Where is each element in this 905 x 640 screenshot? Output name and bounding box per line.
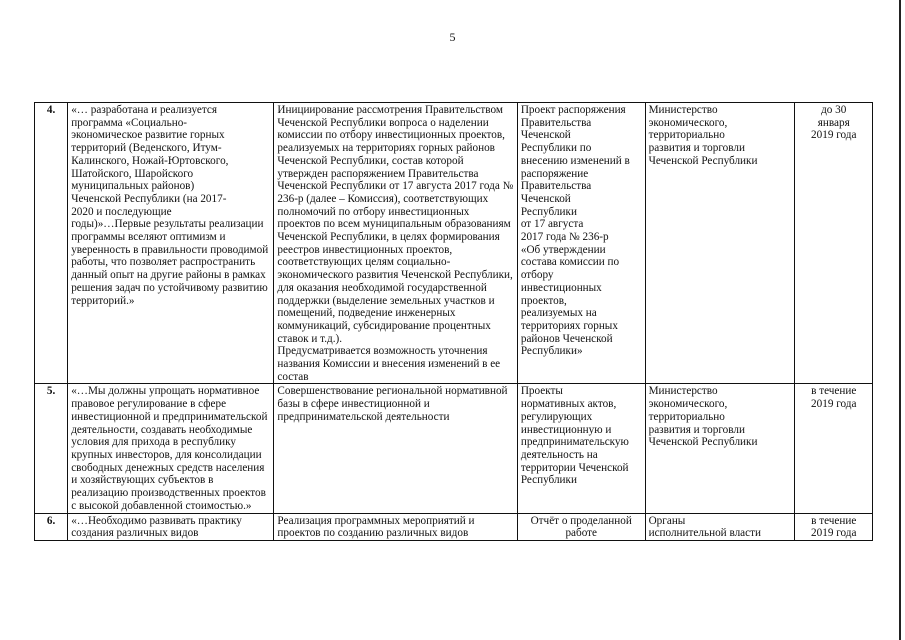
row-number: 6.	[35, 513, 68, 540]
message-quote-cell: «…Необходимо развивать практику создания различных видов	[68, 513, 274, 540]
page-number: 5	[449, 30, 456, 44]
responsible-cell: Органы исполнительной власти	[645, 513, 795, 540]
page-edge-line	[899, 0, 901, 640]
deadline-cell: в течение 2019 года	[795, 513, 873, 540]
measure-cell: Совершенствование региональной нормативной базы в сфере инвестиционной и предпринимательской деятельности	[274, 384, 517, 513]
message-quote-cell: «…Мы должны упрощать нормативное правовое регулирование в сфере инвестиционной и предпринимательской деятельности, создавать необходимые условия для прихода в республику крупных инвесторов, для консолидации свободных денежных средств населения и хозяйствующих субъектов в реализацию производственных проектов с высокой добавленной стоимостью.»	[68, 384, 274, 513]
responsible-cell: Министерство экономического, территориально развития и торговли Чеченской Республики	[645, 384, 795, 513]
row-number: 4.	[35, 103, 68, 384]
table-row	[35, 103, 873, 384]
row-number: 5.	[35, 384, 68, 513]
deadline-cell: до 30 января 2019 года	[795, 103, 873, 384]
responsible-cell: Министерство экономического, территориально развития и торговли Чеченской Республики	[645, 103, 795, 384]
measures-table	[34, 102, 873, 541]
table-row	[35, 513, 873, 540]
document-cell: Проект распоряжения Правительства Чеченской Республики по внесению изменений в распоряжение Правительства Чеченской Республики от 17 августа 2017 года № 236-р «Об утверждении состава комиссии по отбору инвестиционных проектов, реализуемых на территориях горных районов Чеченской Республики»	[517, 103, 645, 384]
document-cell: Отчёт о проделанной работе	[517, 513, 645, 540]
message-quote-cell: «… разработана и реализуется программа «Социально- экономическое развитие горных территорий (Веденского, Итум- Калинского, Ножай-Юртовского, Шатойского, Шаройского муниципальных районов) Чеченской Республики (на 2017- 2020 и последующие годы)»…Первые результаты реализации программы вселяют оптимизм и уверенность в правильности проводимой работы, что позволяет распространить данный опыт на другие районы в рамках решения задач по устойчивому развитию территорий.»	[68, 103, 274, 384]
document-cell: Проекты нормативных актов, регулирующих инвестиционную и предпринимательскую деятельность на территории Чеченской Республики	[517, 384, 645, 513]
measure-cell: Инициирование рассмотрения Правительством Чеченской Республики вопроса о наделении комиссии по отбору инвестиционных проектов, реализуемых на территориях горных районов Чеченской Республики, состав которой утвержден распоряжением Правительства Чеченской Республики от 17 августа 2017 года № 236-р (далее – Комиссия), соответствующих полномочий по отбору инвестиционных проектов по всем муниципальным образованиям Чеченской Республики, в целях формирования реестров инвестиционных проектов, соответствующих целям социально-экономического развития Чеченской Республики, для оказания необходимой государственной поддержки (выделение земельных участков и помещений, подведение инженерных коммуникаций, субсидирование процентных ставок и т.д.). Предусматривается возможность уточнения названия Комиссии и внесения изменений в ее состав	[274, 103, 517, 384]
deadline-cell: в течение 2019 года	[795, 384, 873, 513]
measure-cell: Реализация программных мероприятий и проектов по созданию различных видов	[274, 513, 517, 540]
table-row	[35, 384, 873, 513]
